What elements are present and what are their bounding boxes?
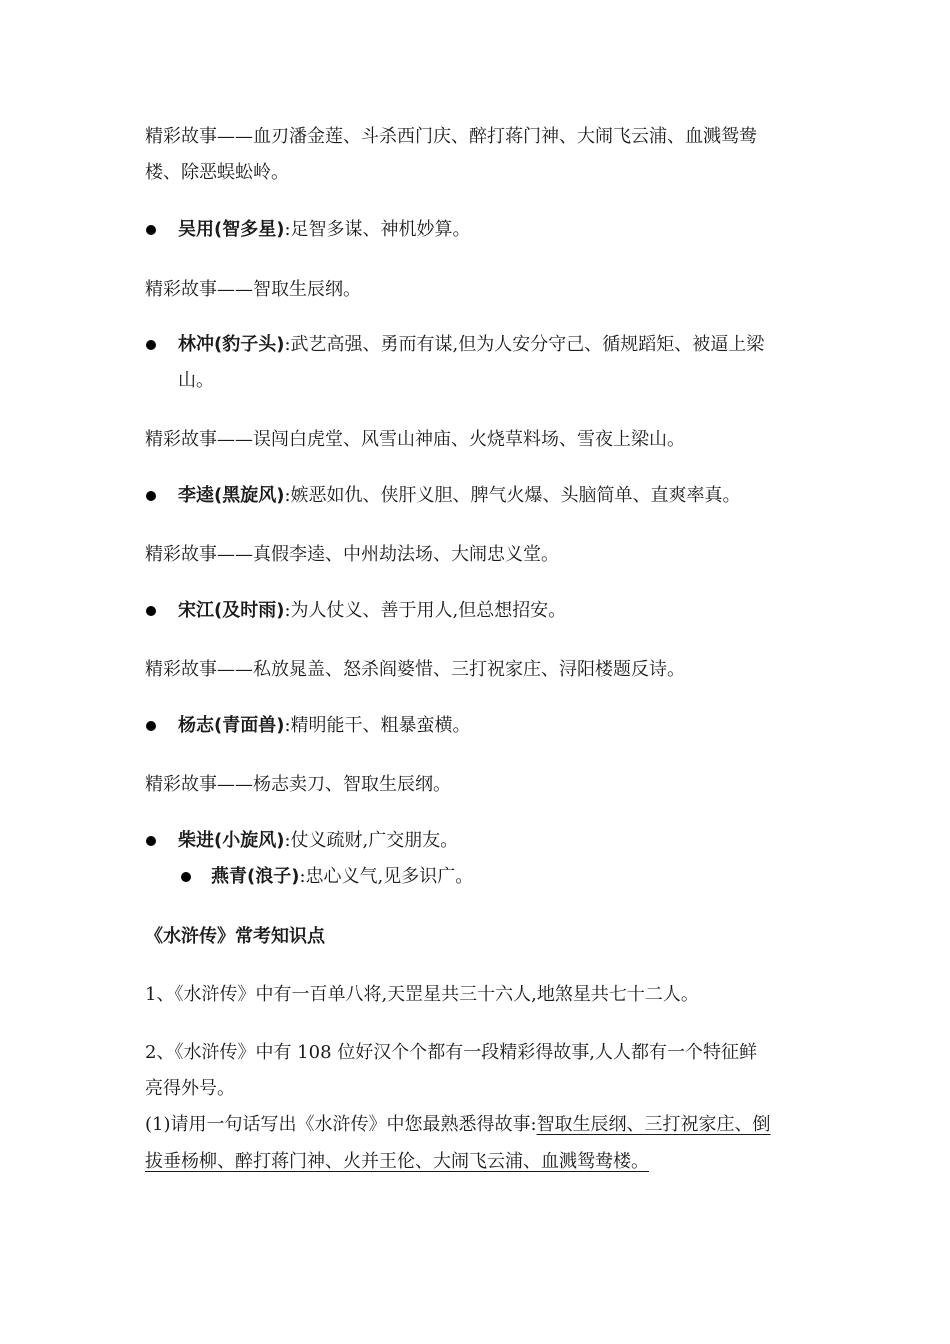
character-yangzhi [178, 713, 843, 739]
character-desc: :仗义疏财,广交朋友。 [284, 830, 459, 851]
question-1-answer-cont: 拔垂杨柳、醉打蒋门神、火并王伦、大闹飞云浦、血溅鸳鸯楼。 [145, 1151, 649, 1172]
character-name: 柴进(小旋风) [178, 830, 285, 851]
character-wuyong [178, 217, 843, 243]
point-2-line2: 亮得外号。 [145, 1078, 235, 1099]
story-linchong: 精彩故事——误闯白虎堂、风雪山神庙、火烧草料场、雪夜上梁山。 [145, 429, 685, 450]
character-linchong [178, 332, 843, 358]
character-desc: :精明能干、粗暴蛮横。 [284, 715, 471, 736]
bullet-icon [146, 340, 156, 350]
character-likui [178, 483, 843, 509]
character-name: 杨志(青面兽) [178, 715, 285, 736]
story-wuyong: 精彩故事——智取生辰纲。 [145, 279, 361, 300]
question-1-prefix: (1)请用一句话写出《水浒传》中您最熟悉得故事: [145, 1114, 537, 1135]
character-name: 吴用(智多星) [178, 219, 285, 240]
bullet-icon [146, 721, 156, 731]
character-songjiang [178, 598, 843, 624]
question-1-line1 [145, 1112, 810, 1138]
question-1-line2 [145, 1149, 810, 1175]
story-likui: 精彩故事——真假李逵、中州劫法场、大闹忠义堂。 [145, 544, 559, 565]
question-1-answer: 智取生辰纲、三打祝家庄、倒 [536, 1114, 771, 1135]
story-wusong-line2: 楼、除恶蜈蚣岭。 [145, 162, 289, 183]
character-desc: :足智多谋、神机妙算。 [284, 219, 471, 240]
bullet-icon [146, 491, 156, 501]
story-songjiang: 精彩故事——私放晁盖、怒杀阎婆惜、三打祝家庄、浔阳楼题反诗。 [145, 659, 685, 680]
character-desc: :武艺高强、勇而有谋,但为人安分守己、循规蹈矩、被逼上梁 [284, 334, 765, 355]
character-name: 宋江(及时雨) [178, 600, 285, 621]
character-name: 燕青(浪子) [211, 866, 300, 887]
character-desc: :为人仗义、善于用人,但总想招安。 [284, 600, 567, 621]
bullet-icon [146, 836, 156, 846]
character-linchong-line2: 山。 [178, 370, 214, 391]
point-1: 1、《水浒传》中有一百单八将,天罡星共三十六人,地煞星共七十二人。 [145, 984, 699, 1005]
bullet-icon [181, 872, 191, 882]
bullet-icon [146, 225, 156, 235]
character-name: 林冲(豹子头) [178, 334, 285, 355]
character-desc: :嫉恶如仇、侠肝义胆、脾气火爆、头脑简单、直爽率真。 [284, 485, 741, 506]
story-yangzhi: 精彩故事——杨志卖刀、智取生辰纲。 [145, 774, 451, 795]
point-2-line1: 2、《水浒传》中有 108 位好汉个个都有一段精彩得故事,人人都有一个特征鲜 [145, 1042, 757, 1063]
character-yanqing [211, 864, 876, 890]
story-wusong-line1: 精彩故事——血刃潘金莲、斗杀西门庆、醉打蒋门神、大闹飞云浦、血溅鸳鸯 [145, 126, 757, 147]
character-desc: :忠心义气,见多识广。 [299, 866, 474, 887]
bullet-icon [146, 606, 156, 616]
character-name: 李逵(黑旋风) [178, 485, 285, 506]
section-heading: 《水浒传》常考知识点 [145, 926, 325, 947]
character-chaijin [178, 828, 843, 854]
